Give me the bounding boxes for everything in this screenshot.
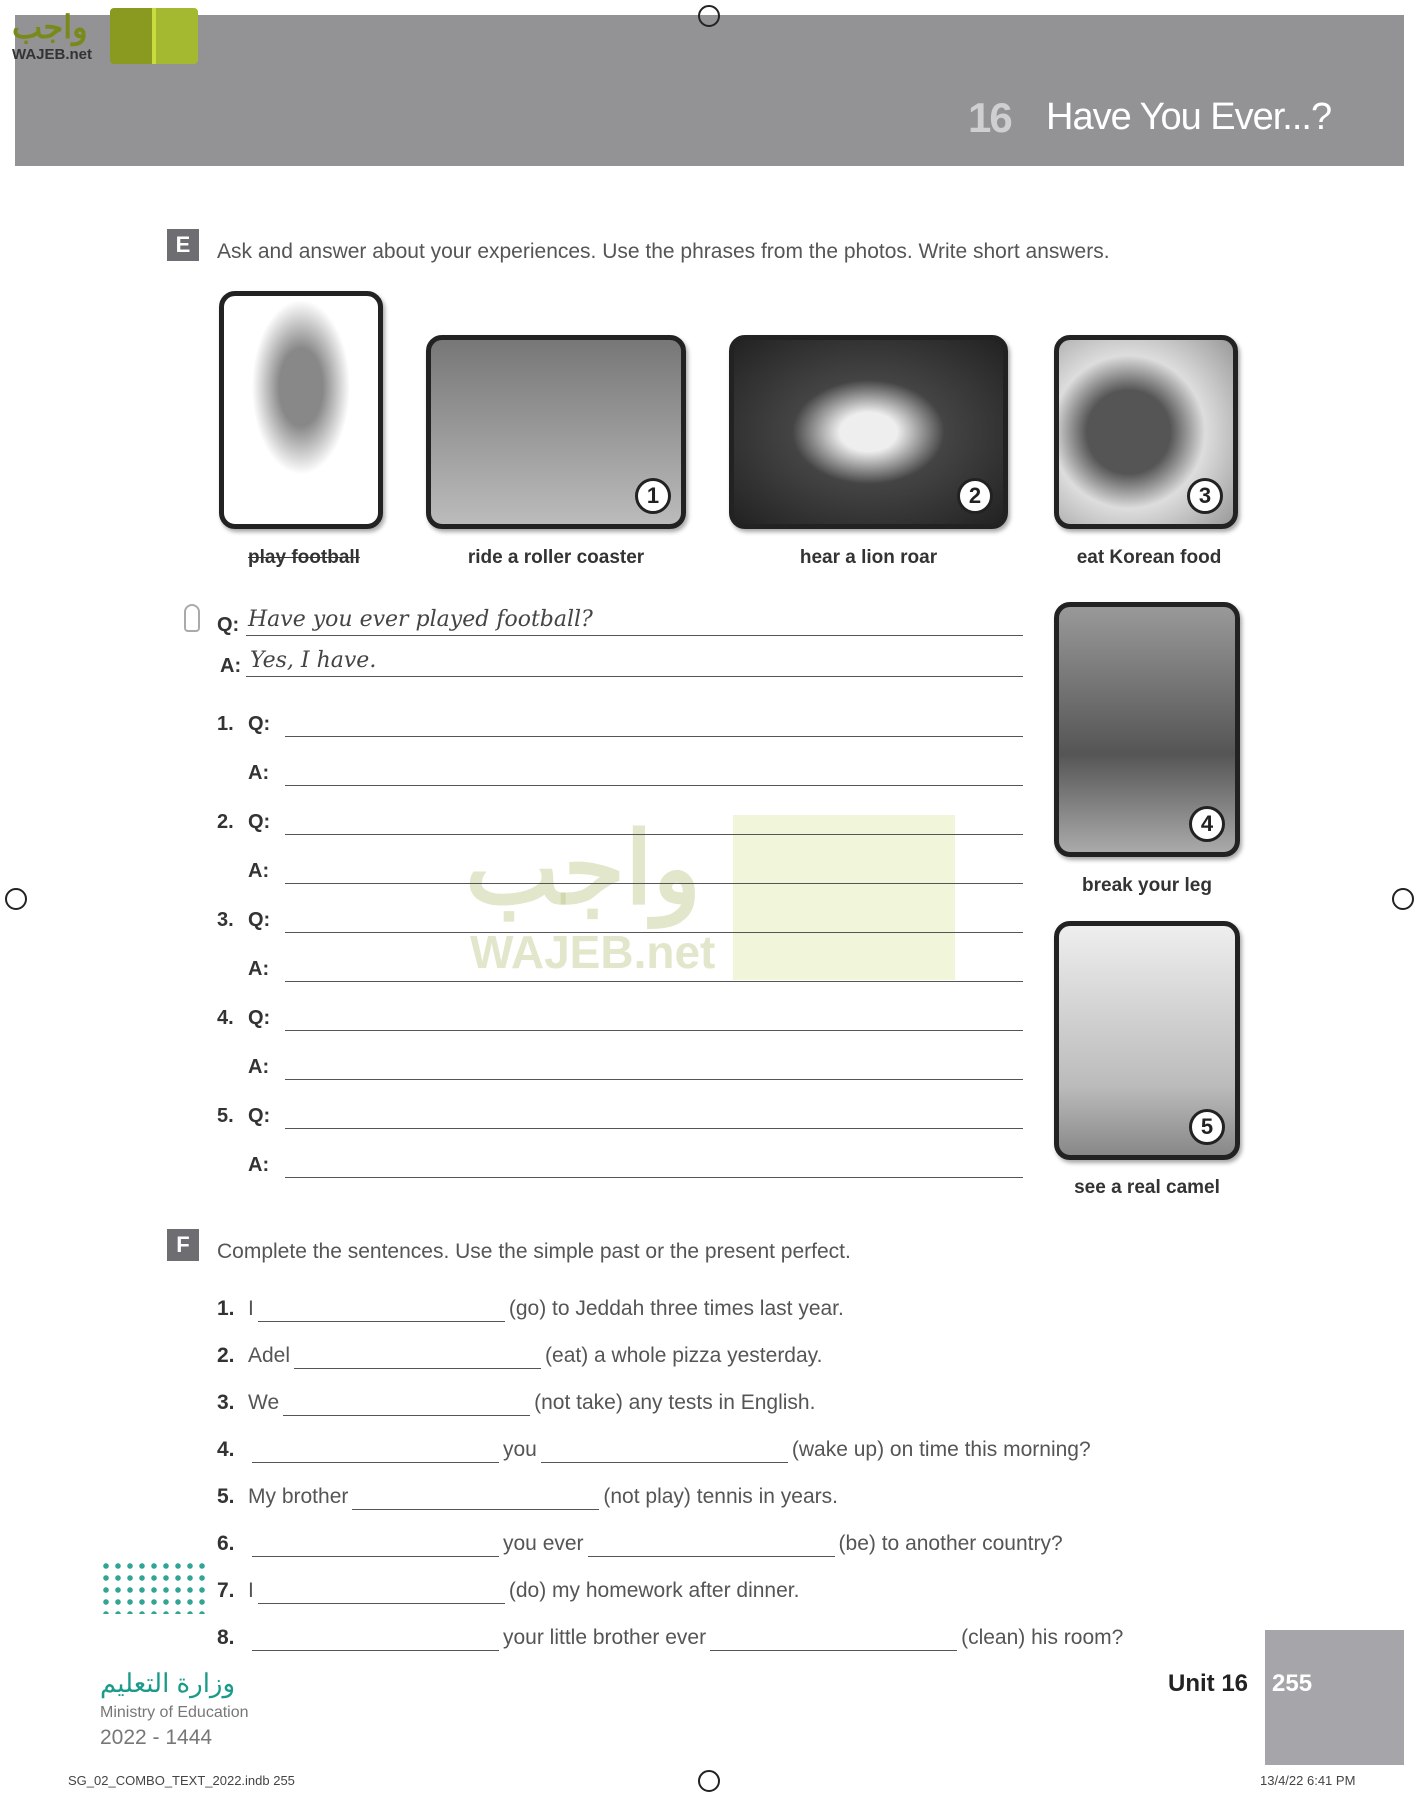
a-label: A:: [248, 762, 270, 784]
sentence-number: 4.: [217, 1438, 235, 1461]
sentence: [217, 1297, 844, 1322]
question-line[interactable]: [285, 736, 1023, 737]
blank-field[interactable]: [258, 1579, 505, 1604]
blank-field[interactable]: [541, 1438, 788, 1463]
blank-field[interactable]: [352, 1485, 599, 1510]
example-answer: Yes, I have.: [250, 648, 377, 673]
number-badge: 4: [1189, 806, 1225, 842]
a-label: A:: [248, 860, 270, 882]
sentence-start: My brother: [248, 1485, 349, 1508]
unit-label: Unit 16: [1168, 1670, 1249, 1697]
section-e-instruction: Ask and answer about your experiences. Use the phrases from the photos. Write short answers.: [217, 240, 1110, 263]
ministry-years: 2022 - 1444: [100, 1726, 213, 1749]
sentence: [217, 1626, 1123, 1651]
sentence-end: (eat) a whole pizza yesterday.: [545, 1344, 823, 1367]
section-f-label: F: [167, 1229, 199, 1261]
example-q-label: Q:: [217, 614, 240, 636]
blank-field[interactable]: [252, 1532, 499, 1557]
book-icon: [110, 8, 198, 64]
item-number: 3.: [217, 909, 234, 931]
sentence-end: (do) my homework after dinner.: [508, 1579, 800, 1602]
sentence-start: We: [248, 1391, 280, 1414]
photo-lion: [729, 335, 1008, 529]
sentence: [217, 1579, 799, 1604]
print-file-info: SG_02_COMBO_TEXT_2022.indb 255: [68, 1773, 295, 1788]
q-label: Q:: [248, 909, 271, 931]
wajeb-logo: [12, 8, 192, 68]
sentence-number: 5.: [217, 1485, 235, 1508]
logo-latin: WAJEB.net: [12, 46, 93, 63]
sentence-start: Adel: [248, 1344, 291, 1367]
sentence-number: 7.: [217, 1579, 235, 1602]
sentence-end: (clean) his room?: [961, 1626, 1124, 1649]
watermark-arabic: واجب: [465, 813, 702, 925]
q-label: Q:: [248, 713, 271, 735]
answer-line[interactable]: [285, 1177, 1023, 1178]
caption-korean-food: eat Korean food: [1076, 547, 1222, 568]
sentence: [217, 1391, 815, 1416]
question-line[interactable]: [285, 1128, 1023, 1129]
registration-mark-icon: [1392, 888, 1414, 910]
registration-mark-icon: [698, 5, 720, 27]
answer-line[interactable]: [285, 883, 1023, 884]
section-f-instruction: Complete the sentences. Use the simple past or the present perfect.: [217, 1240, 851, 1263]
sentence: [217, 1485, 838, 1510]
sentence-number: 6.: [217, 1532, 235, 1555]
page-title: Have You Ever...?: [1046, 96, 1332, 138]
watermark-book-icon: [733, 815, 955, 980]
blank-field[interactable]: [252, 1626, 499, 1651]
item-number: 1.: [217, 713, 234, 735]
sentence-start: I: [248, 1297, 254, 1320]
ministry-english: Ministry of Education: [100, 1704, 249, 1721]
item-number: 4.: [217, 1007, 234, 1029]
item-number: 2.: [217, 811, 234, 833]
answer-line[interactable]: [285, 981, 1023, 982]
caption-play-football: play football: [248, 547, 360, 568]
photo-korean-food: [1054, 335, 1238, 529]
q-label: Q:: [248, 1105, 271, 1127]
sentence-number: 3.: [217, 1391, 235, 1414]
blank-field[interactable]: [294, 1344, 541, 1369]
page-number: 255: [1272, 1670, 1313, 1697]
sentence-start: I: [248, 1579, 254, 1602]
blank-field[interactable]: [283, 1391, 530, 1416]
question-line[interactable]: [285, 1030, 1023, 1031]
unit-number: 16: [968, 94, 1011, 141]
number-badge: 3: [1187, 478, 1223, 514]
photo-broken-leg: [1054, 602, 1240, 857]
blank-field[interactable]: [588, 1532, 835, 1557]
answer-line: [246, 635, 1023, 636]
watermark-latin: WAJEB.net: [470, 926, 716, 978]
registration-mark-icon: [5, 888, 27, 910]
blank-field[interactable]: [258, 1297, 505, 1322]
example-a-label: A:: [220, 655, 242, 677]
sentence-middle: you ever: [503, 1532, 584, 1555]
caption-roller-coaster: ride a roller coaster: [467, 547, 645, 568]
question-line[interactable]: [285, 834, 1023, 835]
ministry-logo-icon: [100, 1560, 206, 1614]
question-line[interactable]: [285, 932, 1023, 933]
caption-lion-roar: hear a lion roar: [799, 547, 938, 568]
photo-play-football: [219, 291, 383, 529]
sentence-middle: you: [503, 1438, 537, 1461]
a-label: A:: [248, 1154, 270, 1176]
sentence: [217, 1532, 1063, 1557]
sentence-number: 8.: [217, 1626, 235, 1649]
photo-roller-coaster: [426, 335, 686, 529]
sentence-middle: your little brother ever: [503, 1626, 707, 1649]
answer-line[interactable]: [285, 785, 1023, 786]
sentence-number: 1.: [217, 1297, 235, 1320]
sentence: [217, 1344, 822, 1369]
sentence-end: (be) to another country?: [838, 1532, 1063, 1555]
lightbulb-icon: [184, 604, 200, 632]
q-label: Q:: [248, 811, 271, 833]
blank-field[interactable]: [252, 1438, 499, 1463]
photo-camel: [1054, 921, 1240, 1160]
answer-line[interactable]: [285, 1079, 1023, 1080]
registration-mark-icon: [698, 1770, 720, 1792]
section-e-label: E: [167, 229, 199, 261]
blank-field[interactable]: [710, 1626, 957, 1651]
a-label: A:: [248, 1056, 270, 1078]
item-number: 5.: [217, 1105, 234, 1127]
answer-line: [246, 676, 1023, 677]
sentence-end: (not play) tennis in years.: [603, 1485, 838, 1508]
print-date: 13/4/22 6:41 PM: [1260, 1773, 1356, 1788]
sentence: [217, 1438, 1091, 1463]
sentence-number: 2.: [217, 1344, 235, 1367]
caption-see-camel: see a real camel: [1074, 1177, 1220, 1198]
number-badge: 2: [957, 478, 993, 514]
a-label: A:: [248, 958, 270, 980]
example-question: Have you ever played football?: [248, 607, 593, 632]
sentence-end: (go) to Jeddah three times last year.: [508, 1297, 844, 1320]
ministry-arabic: وزارة التعليم: [100, 1668, 236, 1698]
sentence-end: (wake up) on time this morning?: [791, 1438, 1091, 1461]
q-label: Q:: [248, 1007, 271, 1029]
sentence-end: (not take) any tests in English.: [534, 1391, 816, 1414]
logo-arabic: واجب: [12, 9, 88, 45]
number-badge: 1: [635, 478, 671, 514]
unit-header-band: [15, 15, 1404, 166]
number-badge: 5: [1189, 1109, 1225, 1145]
caption-break-leg: break your leg: [1082, 875, 1212, 896]
